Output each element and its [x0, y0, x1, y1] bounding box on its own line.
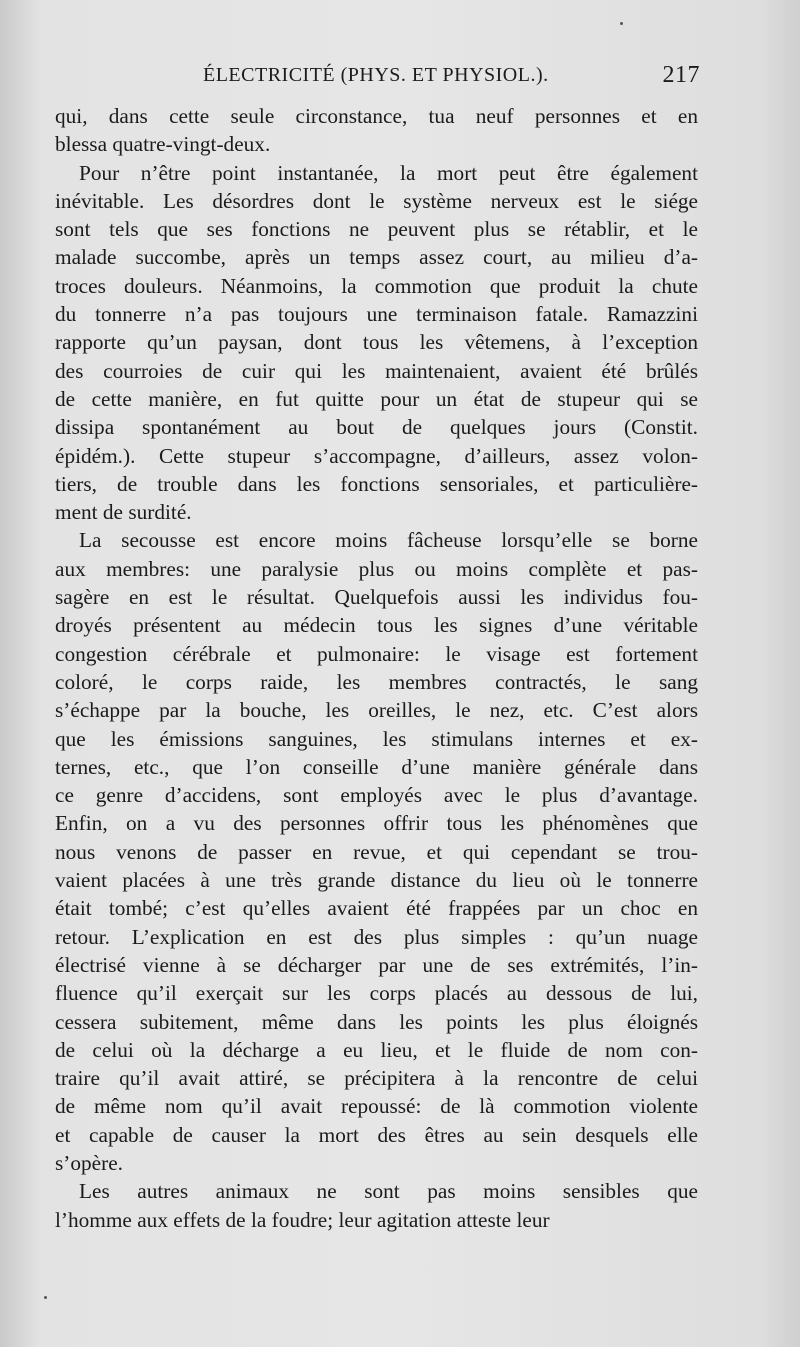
text-line: nous venons de passer en revue, et qui cependant se trou-	[55, 839, 698, 864]
running-title: ÉLECTRICITÉ (PHYS. ET PHYSIOL.).	[203, 64, 549, 86]
text-line: tiers, de trouble dans les fonctions sensoriales, et particulière-	[55, 471, 698, 496]
text-line: de même nom qu’il avait repoussé: de là commotion violente	[55, 1094, 698, 1119]
text-line: des courroies de cuir qui les maintenaient, avaient été brûlés	[55, 358, 698, 383]
text-line: dissipa spontanément au bout de quelques jours (Constit.	[55, 415, 698, 440]
text-line: traire qu’il avait attiré, se précipitera à la rencontre de celui	[55, 1066, 698, 1091]
text-line: épidém.). Cette stupeur s’accompagne, d’ailleurs, assez volon-	[55, 443, 698, 468]
text-line: troces douleurs. Néanmoins, la commotion que produit la chute	[55, 273, 698, 298]
text-line: sagère en est le résultat. Quelquefois aussi les individus fou-	[55, 585, 698, 610]
text-line: La secousse est encore moins fâcheuse lorsqu’elle se borne	[79, 528, 698, 553]
text-line: et capable de causer la mort des êtres au sein desquels elle	[55, 1122, 698, 1147]
text-line: retour. L’explication en est des plus simples : qu’un nuage	[55, 924, 698, 949]
paragraph	[55, 1177, 698, 1234]
text-line: ternes, etc., que l’on conseille d’une manière générale dans	[55, 754, 698, 779]
page-number: 217	[662, 62, 700, 88]
text-line: ce genre d’accidens, sont employés avec le plus d’avantage.	[55, 783, 698, 808]
text-line: congestion cérébrale et pulmonaire: le visage est fortement	[55, 641, 698, 666]
text-line: malade succombe, après un temps assez court, au milieu d’a-	[55, 245, 698, 270]
text-line: vaient placées à une très grande distance du lieu où le tonnerre	[55, 868, 698, 893]
text-line: sont tels que ses fonctions ne peuvent plus se rétablir, et le	[55, 217, 698, 242]
text-line: cessera subitement, même dans les points les plus éloignés	[55, 1009, 698, 1034]
ink-speck	[44, 1296, 47, 1299]
text-line: était tombé; c’est qu’elles avaient été frappées par un choc en	[55, 896, 698, 921]
paragraph	[55, 526, 698, 1177]
text-line: que les émissions sanguines, les stimulans internes et ex-	[55, 726, 698, 751]
text-line: aux membres: une paralysie plus ou moins complète et pas-	[55, 556, 698, 581]
ink-speck	[620, 22, 623, 25]
text-line: électrisé vienne à se décharger par une de ses extrémités, l’in-	[55, 952, 698, 977]
body-text	[55, 102, 698, 1234]
text-line: Pour n’être point instantanée, la mort peut être également	[79, 160, 698, 185]
text-line: qui, dans cette seule circonstance, tua neuf personnes et en	[55, 104, 698, 128]
text-line: ment de surdité.	[55, 500, 192, 525]
text-line: coloré, le corps raide, les membres contractés, le sang	[55, 669, 698, 694]
text-line: Les autres animaux ne sont pas moins sensibles que	[79, 1179, 698, 1204]
text-line: fluence qu’il exerçait sur les corps placés au dessous de lui,	[55, 981, 698, 1006]
text-line: rapporte qu’un paysan, dont tous les vêtemens, à l’exception	[55, 330, 698, 355]
text-line: blessa quatre-vingt-deux.	[55, 132, 271, 157]
paragraph	[55, 159, 698, 527]
page-header	[55, 62, 700, 92]
text-line: du tonnerre n’a pas toujours une terminaison fatale. Ramazzini	[55, 302, 698, 327]
text-line: droyés présentent au médecin tous les signes d’une véritable	[55, 613, 698, 638]
text-line: Enfin, on a vu des personnes offrir tous les phénomènes que	[55, 811, 698, 836]
text-line: l’homme aux effets de la foudre; leur agitation atteste leur	[55, 1207, 550, 1232]
text-line: de celui où la décharge a eu lieu, et le fluide de nom con-	[55, 1037, 698, 1062]
text-line: s’opère.	[55, 1150, 123, 1175]
text-line: inévitable. Les désordres dont le système nerveux est le siége	[55, 188, 698, 213]
text-line: s’échappe par la bouche, les oreilles, le nez, etc. C’est alors	[55, 698, 698, 723]
text-line: de cette manière, en fut quitte pour un état de stupeur qui se	[55, 386, 698, 411]
paragraph	[55, 102, 698, 159]
